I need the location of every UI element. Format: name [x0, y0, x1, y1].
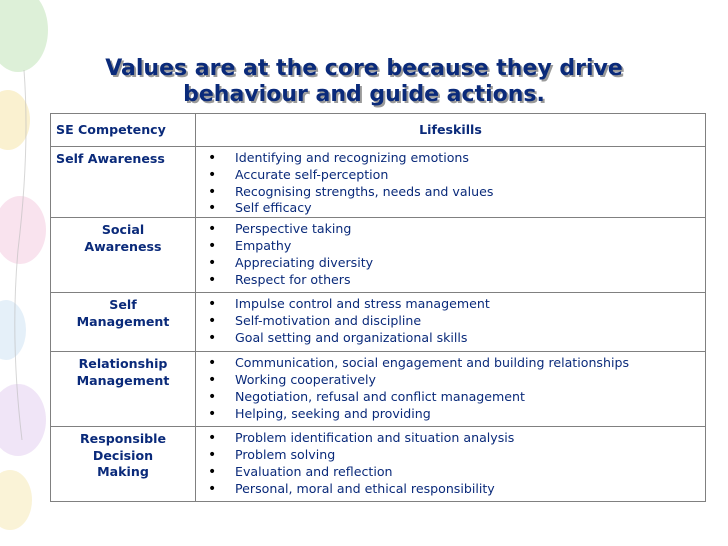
list-item: • Recognising strengths, needs and values [206, 184, 705, 201]
competency-text: Responsible [79, 431, 167, 447]
skills-cell [196, 218, 706, 293]
competency-text: Making [97, 464, 149, 480]
competency-cell [51, 218, 196, 293]
skills-cell [196, 427, 706, 502]
competency-text: Decision [92, 447, 154, 463]
competency-text: Awareness [84, 238, 162, 254]
list-item: • Problem identification and situation analysis [206, 430, 705, 447]
list-item: • Working cooperatively [206, 372, 705, 389]
list-item: • Helping, seeking and providing [206, 406, 705, 423]
skills-list [196, 352, 705, 422]
list-item: • Evaluation and reflection [206, 464, 705, 481]
list-item: • Identifying and recognizing emotions [206, 150, 705, 167]
table-row [51, 147, 706, 218]
table-row [51, 352, 706, 427]
title-line-1: Values are at the core because they drive [105, 56, 623, 81]
competency-text: Social [101, 222, 145, 238]
table-header-row [51, 114, 706, 147]
list-item: • Self-motivation and discipline [206, 313, 705, 330]
competency-table [50, 113, 706, 502]
competency-cell [51, 293, 196, 352]
competency-text: Management [76, 372, 170, 388]
list-item: • Communication, social engagement and building relationships [206, 355, 705, 372]
list-item: • Accurate self-perception [206, 167, 705, 184]
skills-list [196, 427, 705, 497]
list-item: • Perspective taking [206, 221, 705, 238]
list-item: • Goal setting and organizational skills [206, 330, 705, 347]
list-item: • Negotiation, refusal and conflict management [206, 389, 705, 406]
header-lifeskills: Lifeskills [196, 114, 706, 147]
skills-cell [196, 352, 706, 427]
list-item: • Personal, moral and ethical responsibility [206, 481, 705, 498]
header-competency: SE Competency [51, 114, 196, 147]
list-item: • Impulse control and stress management [206, 296, 705, 313]
table-row [51, 293, 706, 352]
competency-cell [51, 427, 196, 502]
competency-text: Relationship [78, 356, 168, 372]
competency-text: Self [109, 297, 137, 313]
list-item: • Self efficacy [206, 200, 705, 217]
title-line-2: behaviour and guide actions. [183, 82, 545, 107]
slide-title [40, 56, 688, 108]
list-item: • Problem solving [206, 447, 705, 464]
skills-cell [196, 147, 706, 218]
table-row [51, 427, 706, 502]
list-item: • Appreciating diversity [206, 255, 705, 272]
skills-list [196, 293, 705, 346]
table-row [51, 218, 706, 293]
competency-cell [51, 352, 196, 427]
list-item: • Empathy [206, 238, 705, 255]
skills-list [196, 147, 705, 217]
skills-list [196, 218, 705, 288]
list-item: • Respect for others [206, 272, 705, 289]
competency-text: Management [76, 313, 170, 329]
competency-cell [51, 147, 196, 218]
skills-cell [196, 293, 706, 352]
competency-text: Self Awareness [56, 151, 165, 166]
